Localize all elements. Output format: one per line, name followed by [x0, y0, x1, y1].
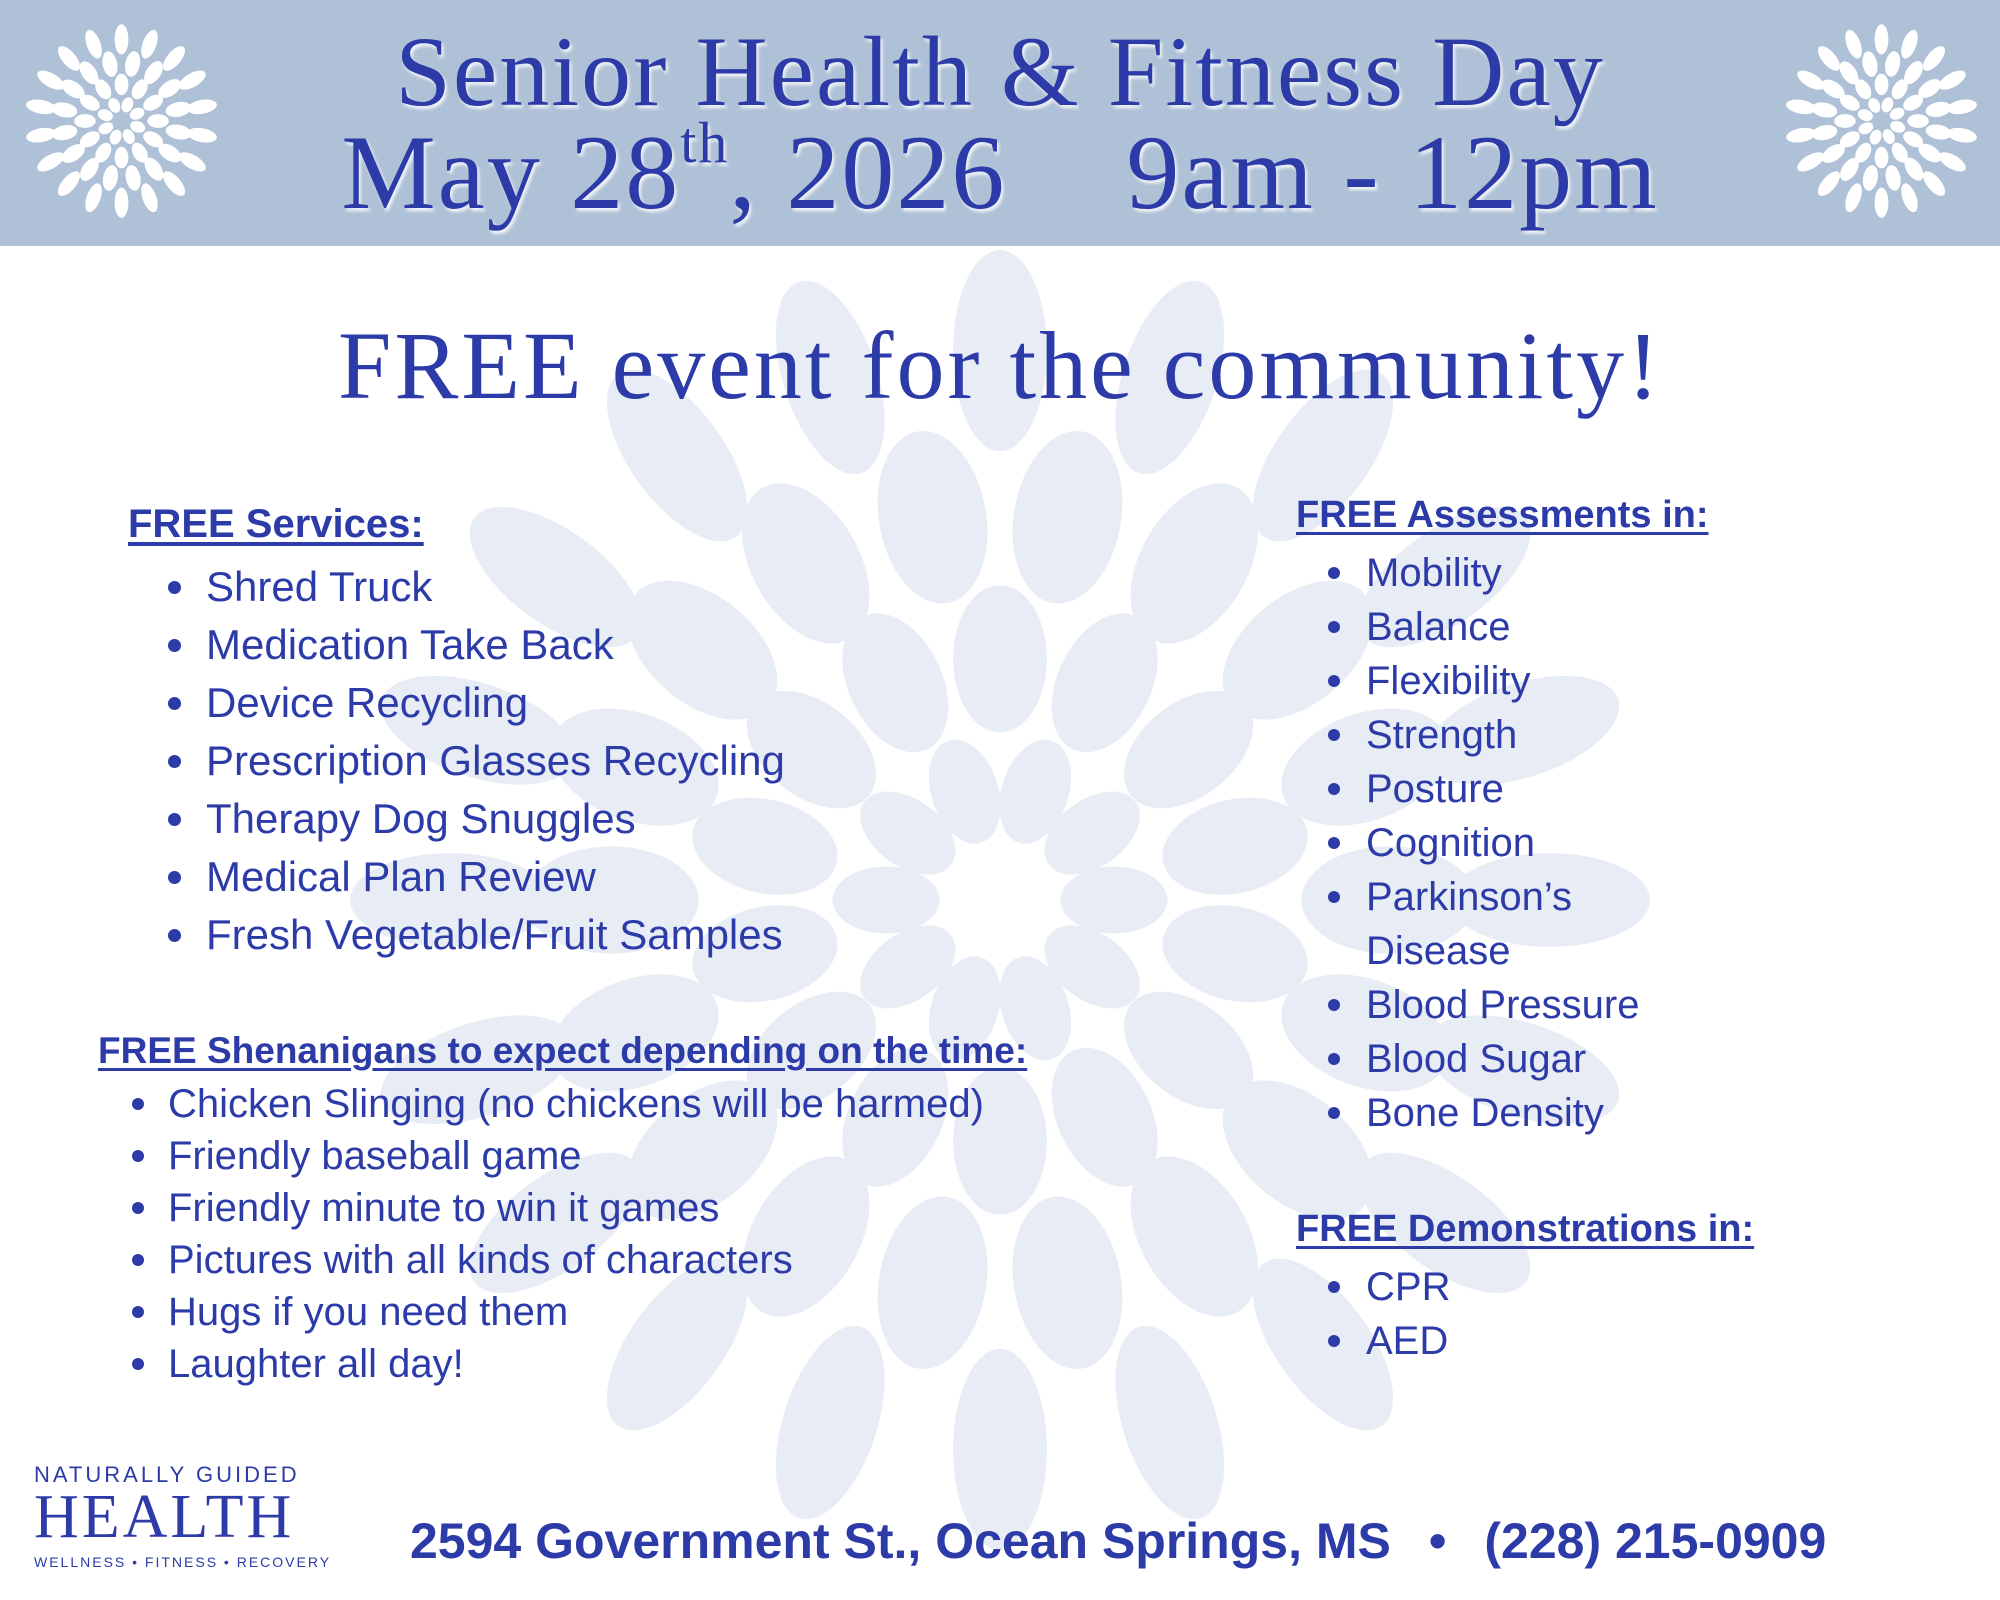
list-item-text: Shred Truck — [206, 563, 433, 610]
assessments-list — [1326, 546, 1639, 1140]
list-item — [166, 674, 785, 732]
logo-line1: NATURALLY GUIDED — [34, 1462, 300, 1487]
event-year: , 2026 — [729, 114, 1007, 231]
list-item-text: Medication Take Back — [206, 621, 614, 668]
services-heading: FREE Services: — [128, 502, 424, 546]
list-item-text: Mobility — [1366, 551, 1502, 595]
list-item — [166, 616, 785, 674]
list-item — [1326, 708, 1639, 762]
list-item-text: Medical Plan Review — [206, 853, 596, 900]
list-item — [166, 558, 785, 616]
list-item — [1326, 546, 1639, 600]
bullet-icon — [168, 929, 181, 942]
bullet-icon — [168, 697, 181, 710]
list-item-text: Pictures with all kinds of characters — [168, 1238, 793, 1282]
naturally-guided-health-logo — [34, 1462, 344, 1570]
bullet-icon — [1328, 1107, 1340, 1119]
list-item-text: Blood Sugar — [1366, 1037, 1587, 1081]
list-item-text: Posture — [1366, 767, 1504, 811]
list-item-text: Strength — [1366, 713, 1518, 757]
free-event-subtitle: FREE event for the community! — [337, 312, 1663, 419]
list-item — [130, 1338, 984, 1390]
list-item — [1326, 1032, 1639, 1086]
list-item-text: Blood Pressure — [1366, 983, 1640, 1027]
list-item-text: Chicken Slinging (no chickens will be harmed) — [168, 1082, 984, 1126]
date-suffix: th — [680, 110, 730, 175]
list-item — [130, 1234, 984, 1286]
bullet-icon — [132, 1150, 144, 1162]
bullet-icon — [132, 1254, 144, 1266]
list-item — [130, 1078, 984, 1130]
footer-contact — [410, 1512, 1826, 1570]
bullet-icon — [1328, 567, 1340, 579]
list-item — [1326, 600, 1639, 654]
bullet-icon — [168, 755, 181, 768]
phone-number: (228) 215-0909 — [1484, 1513, 1827, 1569]
list-item-text: Friendly minute to win it games — [168, 1186, 720, 1230]
list-item — [1326, 870, 1639, 924]
bullet-icon — [132, 1358, 144, 1370]
list-item-text: Therapy Dog Snuggles — [206, 795, 636, 842]
list-item-text: Device Recycling — [206, 679, 529, 726]
footer-separator: • — [1428, 1513, 1447, 1569]
shenanigans-list — [130, 1078, 984, 1390]
logo-tagline: WELLNESS • FITNESS • RECOVERY — [34, 1554, 332, 1570]
list-item-text: Parkinson’s — [1366, 875, 1573, 919]
bullet-icon — [132, 1098, 144, 1110]
bullet-icon — [132, 1202, 144, 1214]
list-item — [130, 1130, 984, 1182]
event-time: 9am - 12pm — [1126, 114, 1659, 231]
event-title: Senior Health & Fitness Day — [395, 16, 1605, 127]
list-item — [1326, 978, 1639, 1032]
event-date: May 28 — [341, 114, 681, 231]
list-item — [1326, 1260, 1450, 1314]
list-item-text: Disease — [1366, 929, 1511, 973]
list-item — [130, 1182, 984, 1234]
list-item — [1326, 1086, 1639, 1140]
bullet-icon — [1328, 675, 1340, 687]
list-item — [166, 848, 785, 906]
list-item — [1326, 816, 1639, 870]
demonstrations-list — [1326, 1260, 1450, 1368]
demonstrations-heading: FREE Demonstrations in: — [1296, 1208, 1755, 1250]
list-item — [166, 906, 785, 964]
bullet-icon — [1328, 1335, 1340, 1347]
list-item-text: CPR — [1366, 1265, 1451, 1309]
list-item-text: AED — [1366, 1319, 1449, 1363]
bullet-icon — [168, 871, 181, 884]
bullet-icon — [132, 1306, 144, 1318]
bullet-icon — [1328, 783, 1340, 795]
bullet-icon — [1328, 999, 1340, 1011]
list-item-text: Flexibility — [1366, 659, 1531, 703]
event-date-time — [0, 112, 2000, 234]
bullet-icon — [168, 813, 181, 826]
list-item — [1326, 762, 1639, 816]
bullet-icon — [1328, 1281, 1340, 1293]
list-item-text: Bone Density — [1366, 1091, 1604, 1135]
list-item-text: Friendly baseball game — [168, 1134, 582, 1178]
shenanigans-heading: FREE Shenanigans to expect depending on the time: — [98, 1030, 1028, 1071]
list-item — [1326, 1314, 1450, 1368]
assessments-heading: FREE Assessments in: — [1296, 494, 1709, 536]
header-banner — [0, 0, 2000, 246]
bullet-icon — [168, 639, 181, 652]
bullet-icon — [1328, 729, 1340, 741]
list-item-text: Laughter all day! — [168, 1342, 464, 1386]
bullet-icon — [1328, 837, 1340, 849]
bullet-icon — [168, 581, 181, 594]
list-item — [1326, 924, 1639, 978]
bullet-icon — [1328, 621, 1340, 633]
list-item — [130, 1286, 984, 1338]
bullet-icon — [1328, 891, 1340, 903]
services-list — [166, 558, 785, 964]
list-item-text: Balance — [1366, 605, 1511, 649]
list-item — [166, 790, 785, 848]
list-item-text: Hugs if you need them — [168, 1290, 569, 1334]
list-item-text: Prescription Glasses Recycling — [206, 737, 785, 784]
list-item-text: Fresh Vegetable/Fruit Samples — [206, 911, 783, 958]
list-item — [1326, 654, 1639, 708]
list-item — [166, 732, 785, 790]
logo-line2: HEALTH — [34, 1483, 295, 1551]
address: 2594 Government St., Ocean Springs, MS — [410, 1513, 1391, 1569]
list-item-text: Cognition — [1366, 821, 1536, 865]
bullet-icon — [1328, 1053, 1340, 1065]
